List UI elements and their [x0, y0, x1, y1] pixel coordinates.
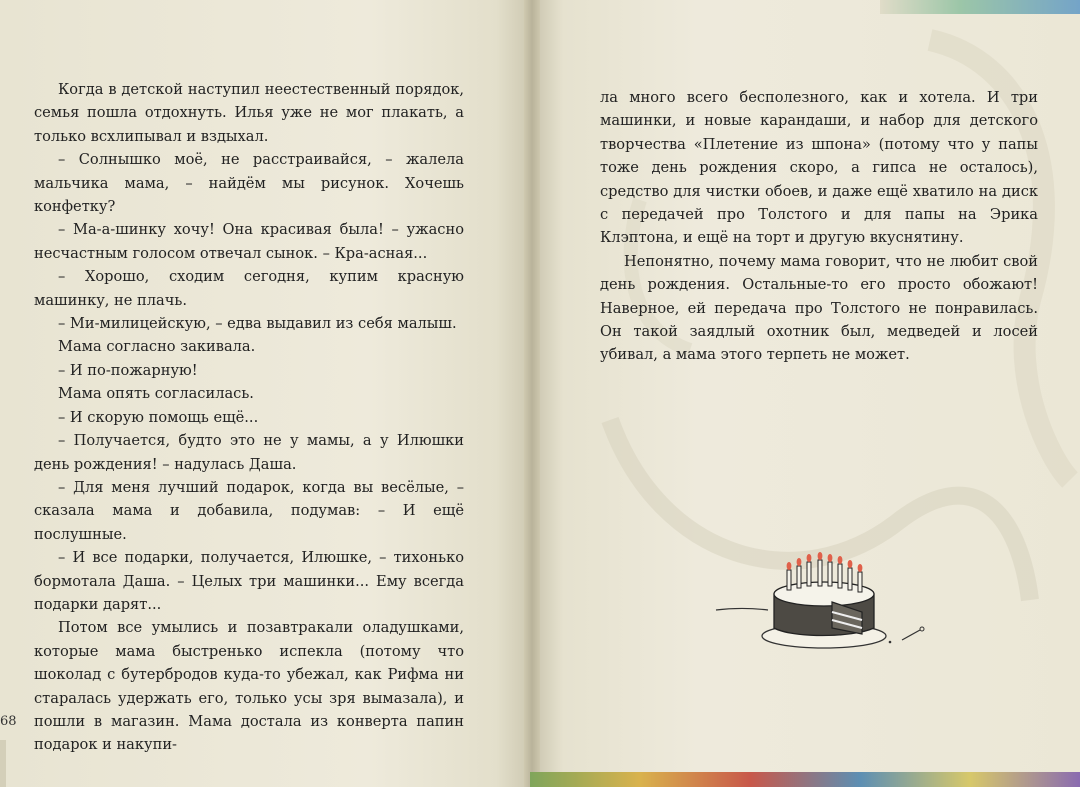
paragraph: – И все подарки, получается, Илюшке, – тихонько бормотала Даша. – Целых три машинки... Ему всегда подарки дарят...	[34, 549, 464, 613]
paragraph: – И по-пожарную!	[58, 361, 198, 379]
paragraph: Потом все умылись и позавтракали оладушками, которые мама быстренько испекла (потому что шоколад с бутербродов куда-то убежал, как Рифма ни старалась удержать его, только усы зря вымазала), и пошли в магазин. Мама достала из конверта папин подарок и накупи-	[34, 619, 464, 754]
paragraph: – Ма-а-шинку хочу! Она красивая была! – ужасно несчастным голосом отвечал сынок. – Кра-асная...	[34, 221, 464, 262]
book-gutter	[524, 0, 540, 787]
book-edge-bottom	[530, 772, 1080, 787]
left-page-text	[34, 78, 464, 757]
paragraph: Непонятно, почему мама говорит, что не любит свой день рождения. Остальные-то его просто обожают! Наверное, ей передача про Толстого не понравилась. Он такой заядлый охотник был, медведей и лосей убивал, а мама этого терпеть не может.	[600, 252, 1038, 364]
page-number: 68	[0, 714, 17, 729]
paragraph: – Хорошо, сходим сегодня, купим красную машинку, не плачь.	[34, 268, 464, 309]
paragraph: – Ми-милицейскую, – едва выдавил из себя малыш.	[58, 315, 457, 333]
birthday-cake-icon	[712, 542, 934, 658]
book-edge-left	[0, 740, 6, 787]
paragraph: Мама опять согласилась.	[58, 385, 254, 403]
paragraph: – Для меня лучший подарок, когда вы весёлые, – сказала мама и добавила, подумав: – И ещё послушные.	[34, 478, 464, 543]
paragraph: – Солнышко моё, не расстраивайся, – жалела мальчика мама, – найдём мы рисунок. Хочешь конфетку?	[34, 151, 464, 216]
right-page-text	[600, 86, 1038, 367]
paragraph: Когда в детской наступил неестественный порядок, семья пошла отдохнуть. Илья уже не мог плакать, а только всхлипывал и вздыхал.	[34, 81, 464, 145]
paragraph: – Получается, будто это не у мамы, а у Илюшки день рождения! – надулась Даша.	[34, 432, 464, 473]
paragraph: – И скорую помощь ещё...	[58, 408, 259, 426]
paragraph: ла много всего бесполезного, как и хотела. И три машинки, и новые карандаши, и набор для детского творчества «Плетение из шпона» (потому что у папы тоже день рождения скоро, а гипса не осталось), средство для чистки обоев, и даже ещё хватило на диск с передачей про Толстого и для папы на Эрика Клэптона, и ещё на торт и другую вкуснятину.	[600, 89, 1038, 247]
book-edge-top	[880, 0, 1080, 14]
paragraph: Мама согласно закивала.	[58, 338, 256, 356]
